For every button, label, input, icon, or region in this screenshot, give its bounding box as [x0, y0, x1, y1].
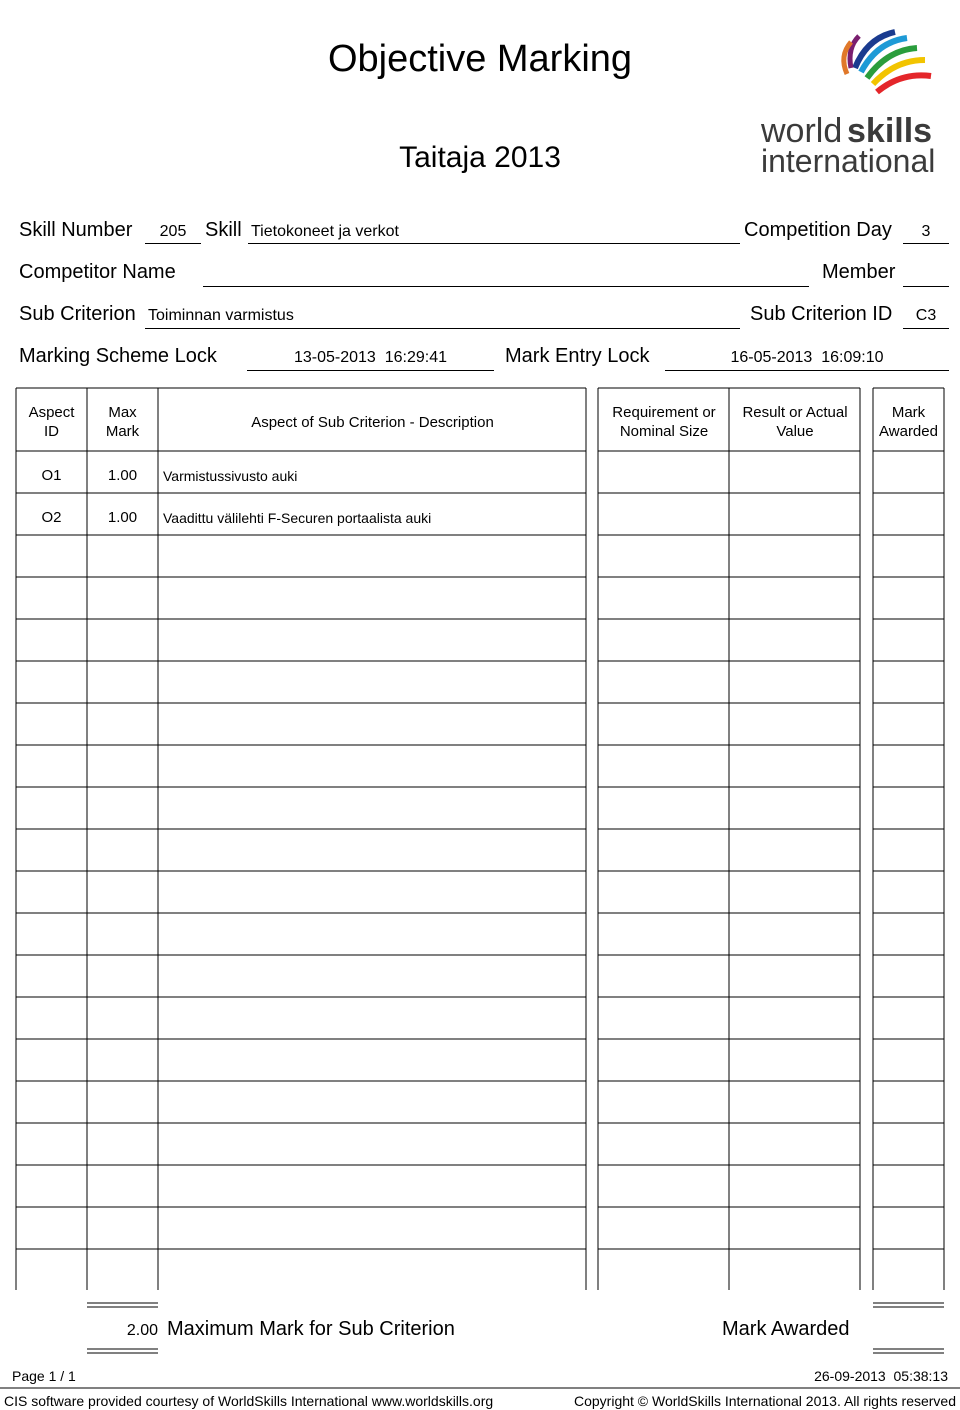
col-header-aspect-id: Aspect ID: [28, 404, 75, 440]
svg-text:skills: skills: [847, 112, 933, 150]
mark-entry-lock-label: Mark Entry Lock: [505, 345, 650, 367]
mark-awarded-label: Mark Awarded: [722, 1318, 850, 1340]
member-label: Member: [822, 261, 896, 283]
competitor-name-label: Competitor Name: [19, 261, 176, 283]
svg-text:world: world: [761, 112, 843, 150]
col-header-result: Result or Actual Value: [742, 404, 848, 440]
skill-value: Tietokoneet ja verkot: [251, 223, 399, 240]
row-2-aspect-id: O2: [41, 509, 62, 526]
skill-number-value: 205: [159, 223, 187, 240]
printed-timestamp: 26-09-2013 05:38:13: [814, 1368, 948, 1384]
row-1-description: Varmistussivusto auki: [163, 468, 298, 484]
mark-entry-lock-value: 16-05-2013 16:09:10: [730, 349, 884, 366]
competition-day-value: 3: [921, 223, 931, 240]
marking-scheme-lock-label: Marking Scheme Lock: [19, 345, 217, 367]
sub-criterion-label: Sub Criterion: [19, 303, 136, 325]
col-header-mark-awarded: Mark Awarded: [879, 404, 938, 440]
row-1-aspect-id: O1: [41, 467, 62, 484]
max-mark-label: Maximum Mark for Sub Criterion: [167, 1318, 455, 1340]
competition-day-label: Competition Day: [744, 219, 892, 241]
row-2-max-mark: 1.00: [107, 509, 138, 526]
skill-label: Skill: [205, 219, 242, 241]
skill-number-label: Skill Number: [19, 219, 133, 241]
col-header-description: Aspect of Sub Criterion - Description: [251, 414, 494, 431]
col-header-requirement: Requirement or Nominal Size: [612, 404, 716, 440]
sub-criterion-value: Toiminnan varmistus: [148, 307, 294, 324]
row-2-description: Vaadittu välilehti F-Securen portaalista auki: [163, 510, 432, 526]
page-title: Objective Marking: [327, 38, 633, 80]
page-subtitle: Taitaja 2013: [399, 141, 561, 174]
total-max-mark: 2.00: [126, 1322, 158, 1339]
col-header-max-mark: Max Mark: [105, 404, 140, 440]
footer-credit: CIS software provided courtesy of WorldSkills International www.worldskills.org: [4, 1393, 494, 1409]
sub-criterion-id-label: Sub Criterion ID: [750, 303, 893, 325]
svg-text:international: international: [761, 143, 935, 178]
page-number: Page 1 / 1: [12, 1368, 76, 1384]
row-1-max-mark: 1.00: [107, 467, 138, 484]
footer-copyright: Copyright © WorldSkills International 2013. All rights reserved: [573, 1393, 956, 1409]
sub-criterion-id-value: C3: [915, 307, 937, 324]
marking-scheme-lock-value: 13-05-2013 16:29:41: [293, 349, 447, 366]
